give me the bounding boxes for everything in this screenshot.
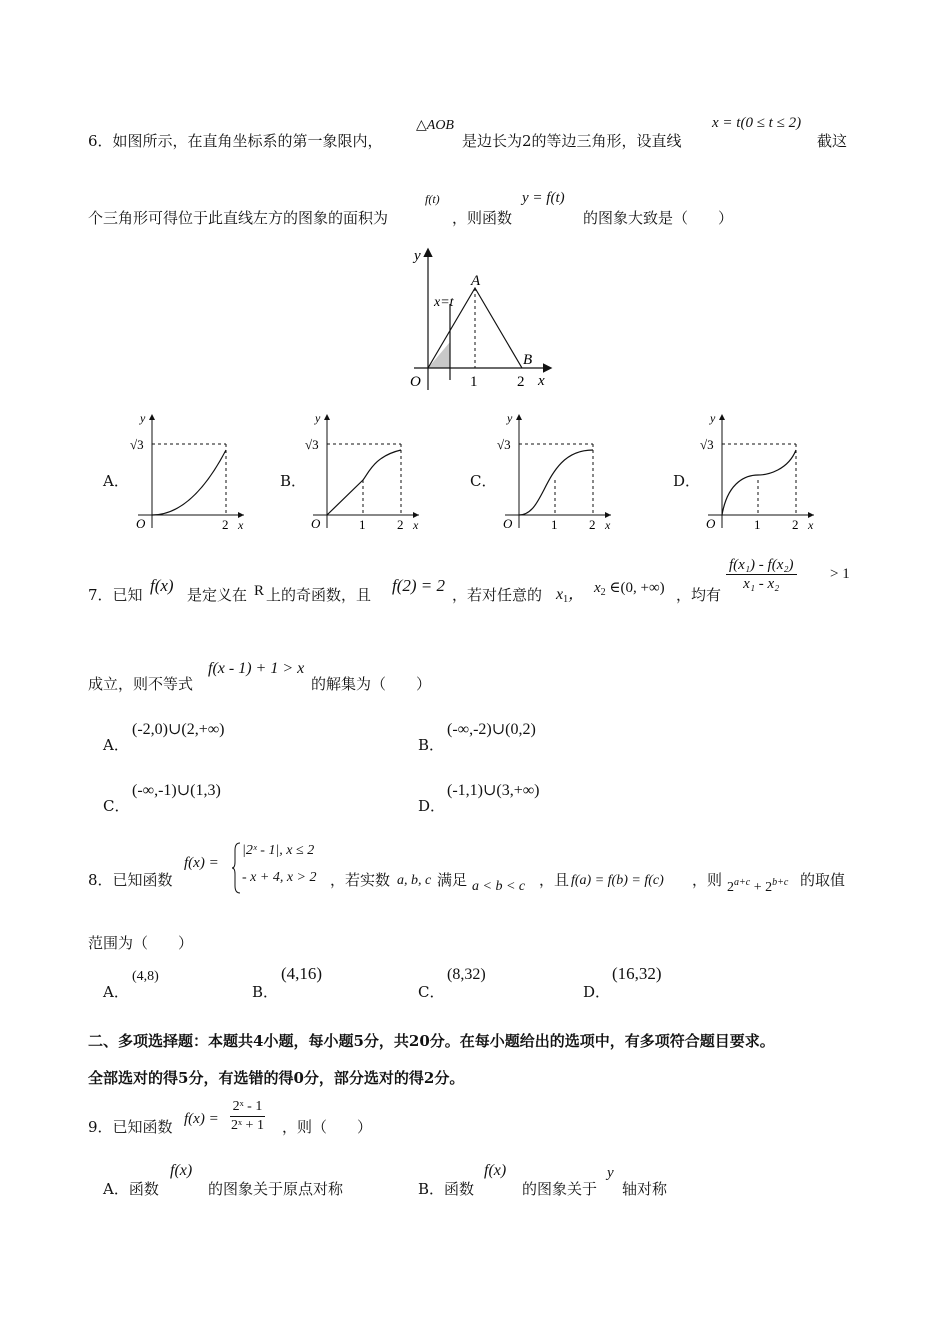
- option-sqrt3-label: √3: [497, 437, 511, 452]
- q8-t2: 满足: [437, 871, 468, 889]
- q6-option-a-label[interactable]: A．: [103, 472, 129, 490]
- option-tick-1: 1: [754, 517, 761, 532]
- q9-option-a-text: 的图象关于原点对称: [208, 1180, 344, 1198]
- fig-b-label: B: [523, 352, 533, 368]
- q7-x2-set: $x_2$ ∈(0, +∞): [594, 580, 665, 598]
- q8-option-d-value: (16,32): [612, 964, 662, 983]
- q8-equality: f(a) = f(b) = f(c): [571, 873, 664, 888]
- q9-fx: f(x) =: [184, 1111, 219, 1127]
- fig-tick-1: 1: [470, 374, 478, 390]
- q6-option-b-label[interactable]: B．: [280, 472, 307, 490]
- q7-option-a-value: (-2,0)∪(2,+∞): [132, 721, 225, 738]
- q9-option-b-tail: 轴对称: [622, 1180, 668, 1198]
- q6-option-d-graph: [698, 410, 823, 535]
- option-y-label: y: [507, 411, 513, 425]
- q7-option-d-value: (-1,1)∪(3,+∞): [447, 782, 540, 799]
- q8-case2: - x + 4, x > 2: [242, 870, 317, 885]
- q8-option-c-value: (8,32): [447, 966, 486, 983]
- q8-option-b-value: (4,16): [281, 964, 323, 983]
- q7-x1: $x_1$，: [556, 586, 585, 605]
- q6-mid: 是边长为2的等边三角形，设直线: [462, 132, 682, 150]
- option-y-label: y: [140, 411, 146, 425]
- option-curve: [722, 450, 796, 515]
- option-o-label: O: [503, 516, 513, 531]
- q6-line2-b: ，则函数: [452, 209, 513, 227]
- option-x-label: x: [605, 518, 611, 532]
- option-x-label: x: [413, 518, 419, 532]
- q9-option-a-fx: f(x): [170, 1162, 193, 1179]
- q7-option-c-label[interactable]: C．: [103, 797, 130, 815]
- q6-line-eq: x = t(0 ≤ t ≤ 2): [712, 115, 802, 131]
- q8-option-d-label[interactable]: D．: [583, 983, 611, 1001]
- q6-lead: 6．如图所示，在直角坐标系的第一象限内，: [88, 132, 383, 150]
- q7-option-b-label[interactable]: B．: [418, 736, 445, 754]
- option-curve: [519, 450, 593, 515]
- q6-ft: f(t): [425, 192, 440, 206]
- q7-t4: ，均有: [676, 586, 722, 604]
- q8-line2: 范围为（ ）: [88, 934, 194, 952]
- q7-t3: ，若对任意的: [452, 586, 543, 604]
- option-y-arrow: [149, 414, 155, 420]
- q9-option-b-fx: f(x): [484, 1162, 507, 1179]
- q7-line2-a: 成立，则不等式: [88, 675, 194, 693]
- q7-fraction: $\frac{\text{f(x₁) - f(x₂)}}{\text{x₁ - x₂}}$: [726, 556, 797, 593]
- q8-option-b-label[interactable]: B．: [252, 983, 279, 1001]
- q8-t3: ，且: [539, 871, 570, 889]
- fig-xt-label: x=t: [434, 295, 454, 310]
- q8-option-a-value: (4,8): [132, 969, 159, 984]
- option-y-label: y: [710, 411, 716, 425]
- q8-abc: a, b, c: [397, 873, 432, 888]
- q6-line2-a: 个三角形可得位于此直线左方的图象的面积为: [88, 209, 389, 227]
- q8-t5: 的取值: [800, 871, 846, 889]
- option-x-label: x: [238, 518, 244, 532]
- q6-option-b-graph: [303, 410, 428, 535]
- q6-triangle: △AOB: [416, 118, 454, 133]
- q8-expression: $2^{a+c} + 2^{b+c}$: [727, 877, 789, 895]
- fig-tick-2: 2: [517, 374, 525, 390]
- option-x-label: x: [808, 518, 814, 532]
- q7-option-d-label[interactable]: D．: [418, 797, 446, 815]
- option-tick-2: 2: [589, 517, 596, 532]
- section2-line1: 二、多项选择题：本题共4小题，每小题5分，共20分。在每小题给出的选项中，有多项符合题目要求。: [88, 1032, 775, 1050]
- option-curve: [327, 450, 401, 515]
- option-tick-2: 2: [397, 517, 404, 532]
- q7-f2: f(2) = 2: [392, 576, 446, 595]
- q7-inequality: f(x - 1) + 1 > x: [208, 660, 305, 677]
- q7-line2-b: 的解集为（ ）: [311, 675, 432, 693]
- option-sqrt3-label: √3: [305, 437, 319, 452]
- q8-fx: f(x) =: [184, 855, 219, 871]
- q6-line2-c: 的图象大致是（ ）: [583, 209, 734, 227]
- shaded-region: [428, 342, 450, 368]
- q8-case1: |2ˣ - 1|, x ≤ 2: [242, 843, 315, 858]
- option-tick-1: 1: [359, 517, 366, 532]
- q9-option-a-label[interactable]: A．函数: [103, 1180, 159, 1198]
- q7-t2: 上的奇函数，且: [266, 586, 372, 604]
- fig-a-label: A: [471, 273, 481, 289]
- q8-lead: 8．已知函数: [88, 871, 173, 889]
- q8-t4: ，则: [692, 871, 723, 889]
- option-o-label: O: [706, 516, 716, 531]
- q6-main-figure: [400, 240, 560, 395]
- q7-gt1: > 1: [830, 566, 850, 582]
- q7-option-c-value: (-∞,-1)∪(1,3): [132, 782, 221, 799]
- option-y-label: y: [315, 411, 321, 425]
- q9-option-b-label[interactable]: B．函数: [418, 1180, 475, 1198]
- section2-line2: 全部选对的得5分，有选错的得0分，部分选对的得2分。: [88, 1069, 465, 1087]
- option-o-label: O: [311, 516, 321, 531]
- option-y-arrow: [324, 414, 330, 420]
- option-o-label: O: [136, 516, 146, 531]
- q6-option-a-graph: [128, 410, 253, 535]
- q8-t1: ，若实数: [330, 871, 391, 889]
- option-curve: [152, 450, 226, 515]
- option-tick-2: 2: [222, 517, 229, 532]
- q6-option-c-label[interactable]: C．: [470, 472, 497, 490]
- q8-brace: [232, 842, 242, 894]
- fig-x-label: x: [538, 373, 545, 389]
- q6-tail: 截这: [817, 132, 848, 150]
- q6-option-c-graph: [495, 410, 620, 535]
- q7-fx: f(x): [150, 576, 174, 595]
- q7-t1: 是定义在: [187, 586, 248, 604]
- q7-lead: 7．已知: [88, 586, 143, 604]
- q8-option-c-label[interactable]: C．: [418, 983, 445, 1001]
- q9-option-b-y: y: [607, 1165, 614, 1181]
- option-tick-1: 1: [551, 517, 558, 532]
- q9-fraction: $\frac{\text{2ˣ - 1}}{\text{2ˣ + 1}}$: [231, 1099, 264, 1133]
- q7-r: R: [254, 583, 265, 599]
- fig-y-label: y: [414, 248, 421, 264]
- q9-option-b-text: 的图象关于: [522, 1180, 598, 1198]
- q6-option-d-label[interactable]: D．: [673, 472, 701, 490]
- fig-o-label: O: [410, 374, 421, 390]
- option-y-arrow: [719, 414, 725, 420]
- option-sqrt3-label: √3: [700, 437, 714, 452]
- q8-order: a < b < c: [472, 879, 526, 894]
- q8-option-a-label[interactable]: A．: [103, 983, 129, 1001]
- option-sqrt3-label: √3: [130, 437, 144, 452]
- q7-option-b-value: (-∞,-2)∪(0,2): [447, 721, 536, 738]
- option-y-arrow: [516, 414, 522, 420]
- q9-lead: 9．已知函数: [88, 1118, 173, 1136]
- option-tick-2: 2: [792, 517, 799, 532]
- q7-option-a-label[interactable]: A．: [103, 736, 129, 754]
- q9-tail: ，则（ ）: [282, 1118, 373, 1136]
- q6-yft: y = f(t): [522, 190, 565, 206]
